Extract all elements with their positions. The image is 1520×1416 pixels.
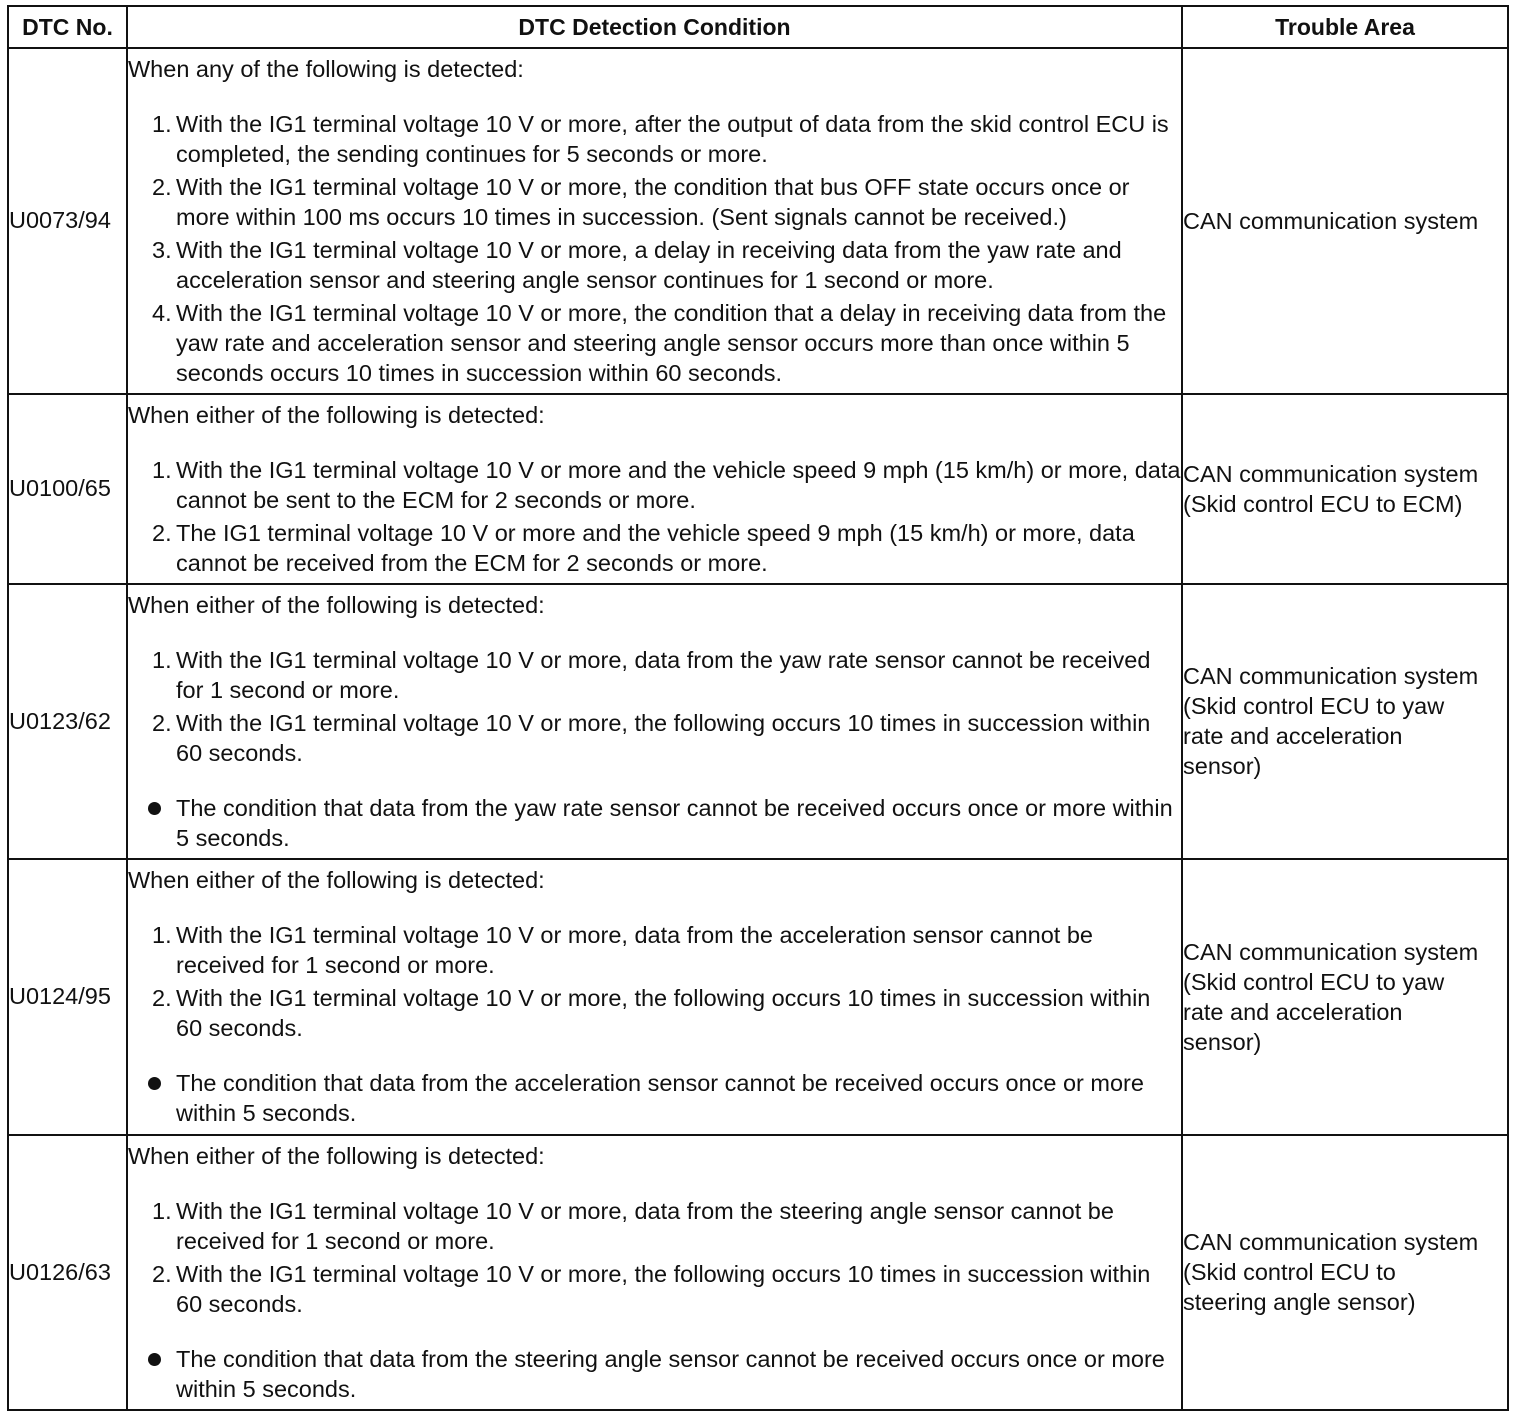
bullet-dot-shape (148, 1077, 161, 1090)
condition-item-text: With the IG1 terminal voltage 10 V or more, the following occurs 10 times in succession within 60 seconds. (176, 709, 1151, 766)
condition-item-text: With the IG1 terminal voltage 10 V or more, after the output of data from the skid control ECU is completed, the sending continues for 5 seconds or more. (176, 110, 1169, 167)
condition-bullet-text: The condition that data from the steering angle sensor cannot be received occurs once or more within 5 seconds. (176, 1345, 1165, 1402)
condition-item-text: The IG1 terminal voltage 10 V or more and the vehicle speed 9 mph (15 km/h) or more, data cannot be received from the ECM for 2 seconds or more. (176, 519, 1135, 576)
condition-intro: When either of the following is detected: (128, 591, 545, 618)
condition-item-text: With the IG1 terminal voltage 10 V or more, data from the steering angle sensor cannot be received for 1 second or more. (176, 1197, 1114, 1254)
bullet-dot-icon (128, 793, 176, 853)
condition-item-number-text: 3. (152, 236, 172, 263)
trouble-area: CAN communication system (1182, 48, 1508, 394)
table-row (8, 859, 1508, 1134)
condition-bullet (128, 793, 1181, 853)
condition-list (128, 109, 1181, 388)
condition-item-number (128, 708, 176, 768)
condition-bullet (128, 1344, 1181, 1404)
condition-intro: When either of the following is detected: (128, 401, 545, 428)
condition-item (128, 109, 1181, 169)
detection-condition (127, 48, 1182, 394)
condition-item-number-text: 2. (152, 519, 172, 546)
trouble-area: CAN communication system (Skid control ECU to yaw rate and acceleration sensor) (1182, 584, 1508, 859)
condition-intro: When any of the following is detected: (128, 55, 524, 82)
table-body (8, 48, 1508, 1410)
table-row (8, 394, 1508, 584)
condition-item-number-text: 2. (152, 709, 172, 736)
condition-item-number (128, 983, 176, 1043)
bullet-dot-shape (148, 1353, 161, 1366)
condition-item (128, 1259, 1181, 1319)
condition-item-text: With the IG1 terminal voltage 10 V or more, the condition that a delay in receiving data from the yaw rate and acceleration sensor and steering angle sensor occurs more than once within 5 seconds occurs 10 times in succession within 60 seconds. (176, 299, 1167, 386)
condition-item-number (128, 518, 176, 578)
condition-item-text: With the IG1 terminal voltage 10 V or more, data from the yaw rate sensor cannot be received for 1 second or more. (176, 646, 1151, 703)
condition-list (128, 455, 1181, 578)
dtc-table (7, 5, 1509, 1411)
condition-item (128, 298, 1181, 388)
bullet-dot-icon (128, 1344, 176, 1404)
dtc-code: U0126/63 (8, 1135, 127, 1410)
trouble-area: CAN communication system (Skid control ECU to yaw rate and acceleration sensor) (1182, 859, 1508, 1134)
condition-item-number (128, 1196, 176, 1256)
condition-item-number-text: 4. (152, 299, 172, 326)
bullet-dot-icon (128, 1068, 176, 1128)
condition-intro: When either of the following is detected: (128, 867, 545, 894)
detection-condition (127, 859, 1182, 1134)
condition-item (128, 455, 1181, 515)
dtc-code: U0100/65 (8, 394, 127, 584)
condition-item-text: With the IG1 terminal voltage 10 V or more, the following occurs 10 times in succession within 60 seconds. (176, 985, 1151, 1042)
bullet-dot-shape (148, 802, 161, 815)
dtc-code: U0073/94 (8, 48, 127, 394)
condition-item-text: With the IG1 terminal voltage 10 V or more, a delay in receiving data from the yaw rate and acceleration sensor and steering angle sensor continues for 1 second or more. (176, 236, 1122, 293)
condition-item (128, 983, 1181, 1043)
trouble-area: CAN communication system (Skid control ECU to ECM) (1182, 394, 1508, 584)
detection-condition (127, 584, 1182, 859)
trouble-area: CAN communication system (Skid control ECU to steering angle sensor) (1182, 1135, 1508, 1410)
condition-item (128, 708, 1181, 768)
condition-item-number (128, 235, 176, 295)
condition-list (128, 645, 1181, 768)
condition-item (128, 645, 1181, 705)
condition-item-number-text: 1. (152, 1197, 172, 1224)
condition-item-number-text: 2. (152, 985, 172, 1012)
condition-bullet-text: The condition that data from the yaw rate sensor cannot be received occurs once or more within 5 seconds. (176, 794, 1173, 851)
condition-item-number-text: 1. (152, 110, 172, 137)
condition-item (128, 172, 1181, 232)
condition-bullet (128, 1068, 1181, 1128)
header-trouble-area: Trouble Area (1182, 6, 1508, 48)
dtc-code: U0124/95 (8, 859, 127, 1134)
condition-list (128, 1196, 1181, 1319)
condition-item-number-text: 2. (152, 173, 172, 200)
condition-item-number (128, 1259, 176, 1319)
detection-condition (127, 1135, 1182, 1410)
condition-list (128, 920, 1181, 1043)
condition-item (128, 920, 1181, 980)
dtc-code: U0123/62 (8, 584, 127, 859)
table-row (8, 1135, 1508, 1410)
condition-item (128, 1196, 1181, 1256)
condition-intro: When either of the following is detected: (128, 1142, 545, 1169)
condition-item-number (128, 172, 176, 232)
condition-item-text: With the IG1 terminal voltage 10 V or more, data from the acceleration sensor cannot be received for 1 second or more. (176, 922, 1093, 979)
condition-item-number (128, 920, 176, 980)
condition-bullet-text: The condition that data from the acceleration sensor cannot be received occurs once or more within 5 seconds. (176, 1070, 1144, 1127)
condition-item-number (128, 455, 176, 515)
header-detection-condition: DTC Detection Condition (127, 6, 1182, 48)
header-row (8, 6, 1508, 48)
condition-item-number-text: 1. (152, 646, 172, 673)
condition-item-text: With the IG1 terminal voltage 10 V or more and the vehicle speed 9 mph (15 km/h) or more, data cannot be sent to the ECM for 2 seconds or more. (176, 456, 1181, 513)
condition-item-number-text: 1. (152, 922, 172, 949)
table-row (8, 584, 1508, 859)
condition-item-text: With the IG1 terminal voltage 10 V or more, the condition that bus OFF state occurs once or more within 100 ms occurs 10 times in succession. (Sent signals cannot be received.) (176, 173, 1130, 230)
condition-item-number-text: 1. (152, 456, 172, 483)
table-row (8, 48, 1508, 394)
condition-item (128, 235, 1181, 295)
condition-item (128, 518, 1181, 578)
condition-item-text: With the IG1 terminal voltage 10 V or more, the following occurs 10 times in succession within 60 seconds. (176, 1260, 1151, 1317)
detection-condition (127, 394, 1182, 584)
condition-item-number (128, 109, 176, 169)
condition-item-number (128, 298, 176, 388)
condition-item-number (128, 645, 176, 705)
header-dtc-no: DTC No. (8, 6, 127, 48)
condition-item-number-text: 2. (152, 1260, 172, 1287)
